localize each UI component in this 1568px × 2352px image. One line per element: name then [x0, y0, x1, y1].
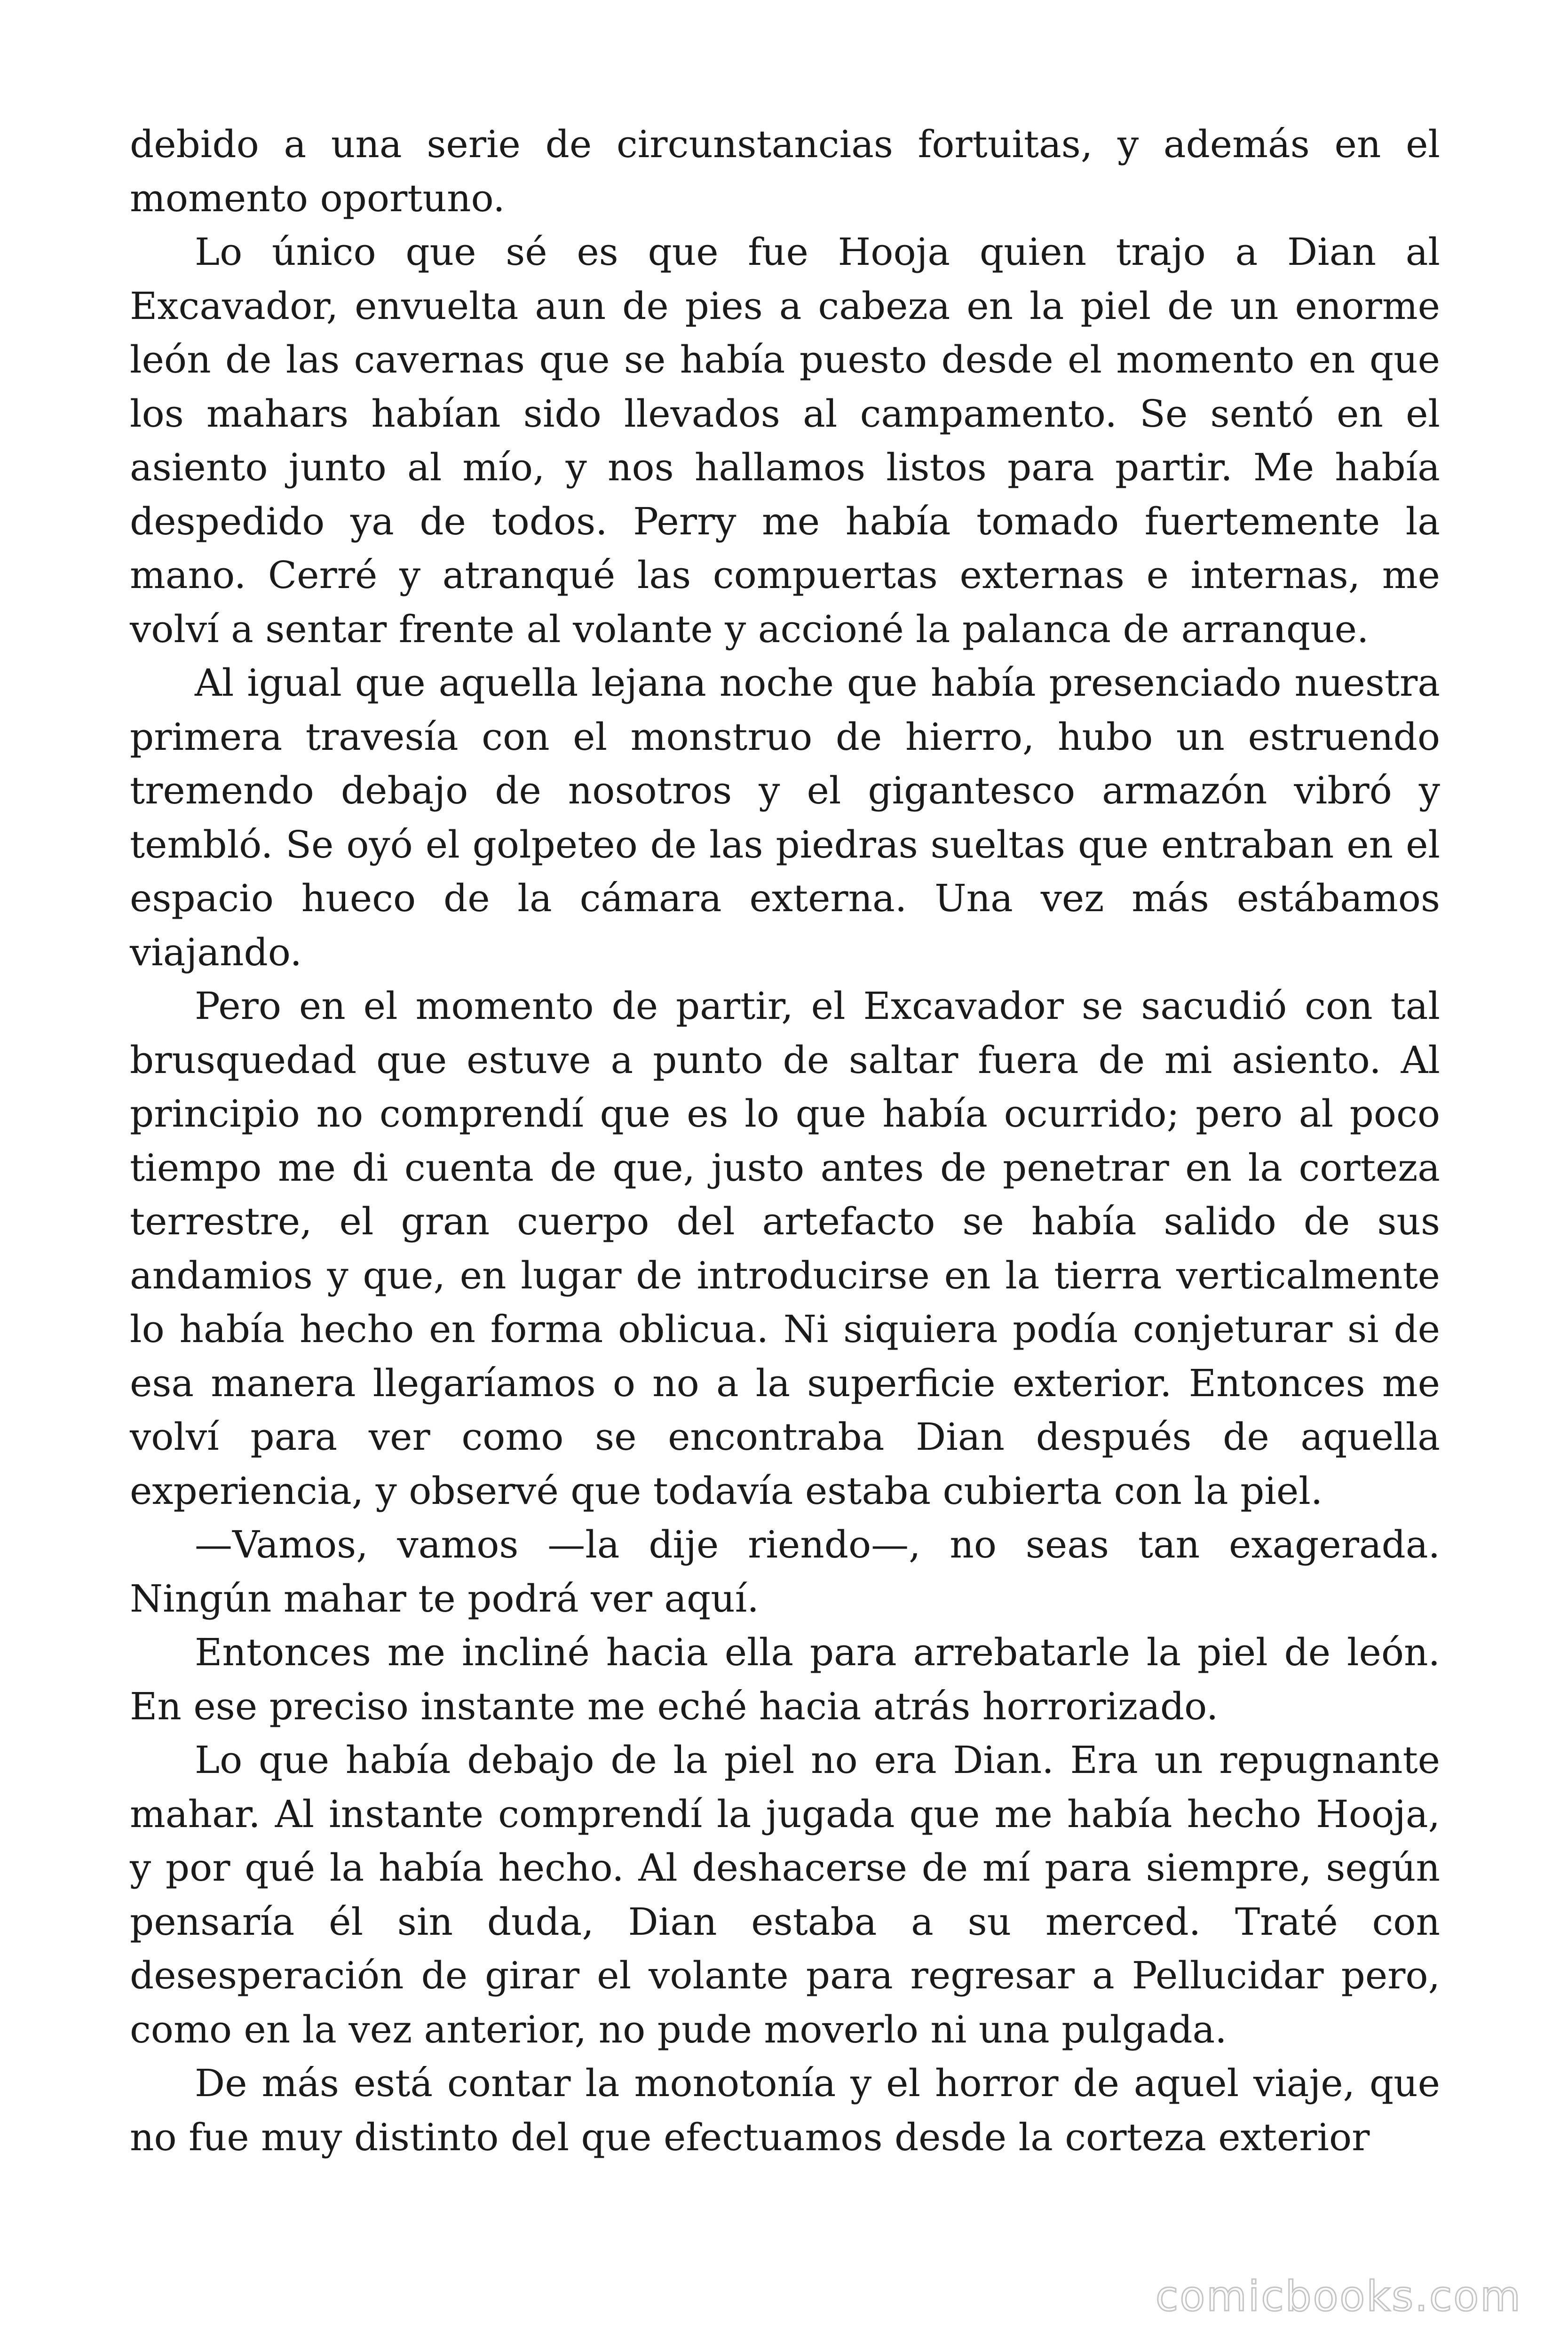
paragraph: Al igual que aquella lejana noche que había presenciado nuestra primera travesía con el monstruo de hierro, hubo un estruendo tremendo debajo de nosotros y el gigantesco armazón vibró y tembló. Se oyó el golpeteo de las piedras sueltas que entraban en el espacio hueco de la cámara externa. Una vez más estábamos viajando.: [130, 661, 1440, 974]
paragraph: De más está contar la monotonía y el horror de aquel viaje, que no fue muy distinto del que efectuamos desde la corteza exterior: [130, 2061, 1440, 2159]
watermark: comicbooks.com: [1155, 2272, 1522, 2320]
paragraph: Lo que había debajo de la piel no era Dian. Era un repugnante mahar. Al instante comprendí la jugada que me había hecho Hooja, y por qué la había hecho. Al deshacerse de mí para siempre, según pensaría él sin duda, Dian estaba a su merced. Traté con desesperación de girar el volante para regresar a Pellucidar pero, como en la vez anterior, no pude moverlo ni una pulgada.: [130, 1738, 1440, 2051]
paragraph: debido a una serie de circunstancias fortuitas, y además en el momento oportuno.: [130, 122, 1440, 220]
paragraph: —Vamos, vamos —la dije riendo—, no seas tan exagerada. Ningún mahar te podrá ver aquí.: [130, 1523, 1440, 1621]
paragraph: Pero en el momento de partir, el Excavador se sacudió con tal brusquedad que estuve a punto de saltar fuera de mi asiento. Al principio no comprendí que es lo que había ocurrido; pero al poco tiempo me di cuenta de que, justo antes de penetrar en la corteza terrestre, el gran cuerpo del artefacto se había salido de sus andamios y que, en lugar de introducirse en la tierra verticalmente lo había hecho en forma oblicua. Ni siquiera podía conjeturar si de esa manera llegaríamos o no a la superficie exterior. Entonces me volví para ver como se encontraba Dian después de aquella experiencia, y observé que todavía estaba cubierta con la piel.: [130, 984, 1440, 1513]
paragraph: Lo único que sé es que fue Hooja quien trajo a Dian al Excavador, envuelta aun de pies a cabeza en la piel de un enorme león de las cavernas que se había puesto desde el momento en que los mahars habían sido llevados al campamento. Se sentó en el asiento junto al mío, y nos hallamos listos para partir. Me había despedido ya de todos. Perry me había tomado fuertemente la mano. Cerré y atranqué las compuertas externas e internas, me volví a sentar frente al volante y accioné la palanca de arranque.: [130, 230, 1440, 651]
body-text: [130, 118, 1440, 2164]
paragraph: Entonces me incliné hacia ella para arrebatarle la piel de león. En ese preciso instante me eché hacia atrás horrorizado.: [130, 1630, 1440, 1728]
